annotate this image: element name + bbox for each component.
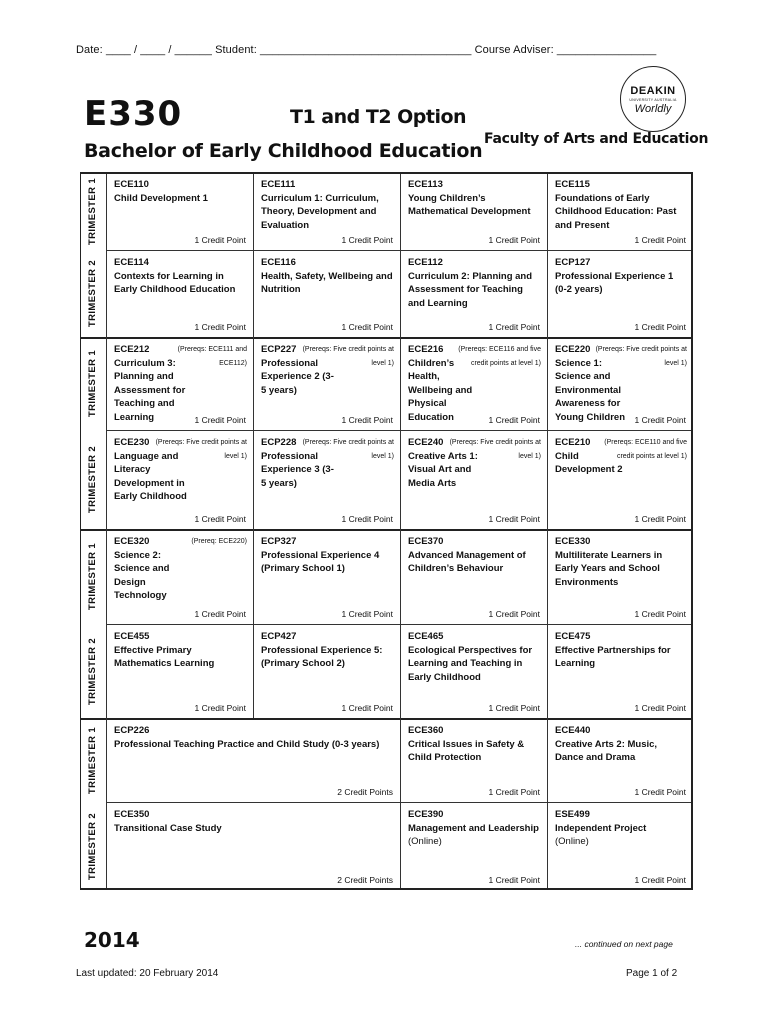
course-title: Contexts for Learning in Early Childhood Education bbox=[114, 270, 236, 295]
course-cell bbox=[547, 624, 693, 718]
deakin-logo bbox=[620, 66, 686, 132]
degree-title: Bachelor of Early Childhood Education bbox=[84, 140, 483, 162]
credit-points: 1 Credit Point bbox=[194, 414, 246, 425]
course-cell bbox=[547, 172, 693, 250]
trimester-label: TRIMESTER 2 bbox=[87, 445, 99, 514]
course-title: Professional Experience 5: (Primary School 2) bbox=[261, 644, 383, 669]
trimester-label: TRIMESTER 1 bbox=[87, 542, 99, 611]
course-title: Science 1: Science and Environmental Awareness for Young Children bbox=[555, 357, 626, 423]
course-cell bbox=[400, 172, 547, 250]
course-cell bbox=[106, 529, 253, 624]
course-title: Professional Teaching Practice and Child Study (0-3 years) bbox=[114, 738, 380, 750]
header-fields-line: Date: ____ / ____ / ______ Student: __________________________________ Course Adviser: ________________ bbox=[76, 44, 657, 56]
course-prereq: (Prereq: ECE220) bbox=[191, 538, 247, 545]
course-cell bbox=[400, 529, 547, 624]
credit-points: 1 Credit Point bbox=[194, 702, 246, 713]
course-code: ECE111 bbox=[261, 179, 296, 190]
course-title: Effective Partnerships for Learning bbox=[555, 644, 671, 669]
course-cell bbox=[400, 337, 547, 430]
course-title: Curriculum 2: Planning and Assessment for Teaching and Learning bbox=[408, 270, 533, 309]
course-code: ECP228 bbox=[261, 437, 297, 448]
credit-points: 1 Credit Point bbox=[488, 874, 540, 885]
credit-points: 1 Credit Point bbox=[341, 608, 393, 619]
course-cell bbox=[253, 529, 400, 624]
course-cell bbox=[253, 172, 400, 250]
credit-points: 1 Credit Point bbox=[194, 234, 246, 245]
credit-points: 1 Credit Point bbox=[341, 702, 393, 713]
course-title: Foundations of Early Childhood Education: Past and Present bbox=[555, 192, 677, 231]
course-code: ECE475 bbox=[555, 631, 591, 642]
course-cell bbox=[106, 172, 253, 250]
course-prereq: (Prereqs: ECE110 and five credit points at level 1) bbox=[604, 439, 687, 460]
course-prereq: (Prereqs: Five credit points at level 1) bbox=[302, 439, 394, 460]
trimester-label: TRIMESTER 2 bbox=[87, 637, 99, 705]
course-cell bbox=[547, 337, 693, 430]
credit-points: 1 Credit Point bbox=[194, 321, 246, 332]
course-prereq: (Prereqs: Five credit points at level 1) bbox=[595, 346, 687, 367]
course-cell bbox=[547, 430, 693, 529]
course-cell bbox=[106, 337, 253, 430]
credit-points: 1 Credit Point bbox=[634, 702, 686, 713]
course-delivery: (Online) bbox=[555, 836, 589, 847]
credit-points: 1 Credit Point bbox=[488, 234, 540, 245]
course-cell bbox=[400, 250, 547, 337]
credit-points: 1 Credit Point bbox=[634, 234, 686, 245]
credit-points: 1 Credit Point bbox=[194, 513, 246, 524]
course-cell bbox=[547, 529, 693, 624]
course-code: ESE499 bbox=[555, 809, 590, 820]
course-title: Health, Safety, Wellbeing and Nutrition bbox=[261, 270, 393, 295]
credit-points: 1 Credit Point bbox=[488, 786, 540, 797]
course-title: Multiliterate Learners in Early Years and School Environments bbox=[555, 549, 663, 588]
course-cell bbox=[106, 718, 400, 802]
faculty-name: Faculty of Arts and Education bbox=[484, 131, 709, 147]
course-code: ECE350 bbox=[114, 809, 150, 820]
course-cell bbox=[106, 250, 253, 337]
course-code: ECP327 bbox=[261, 536, 297, 547]
course-prereq: (Prereqs: Five credit points at level 1) bbox=[449, 439, 541, 460]
year-label: 2014 bbox=[84, 928, 140, 952]
credit-points: 1 Credit Point bbox=[634, 321, 686, 332]
course-cell bbox=[400, 718, 547, 802]
trimester-label: TRIMESTER 1 bbox=[87, 177, 99, 245]
course-cell bbox=[253, 337, 400, 430]
credit-points: 1 Credit Point bbox=[341, 321, 393, 332]
course-grid bbox=[80, 172, 693, 890]
course-code: ECE216 bbox=[408, 344, 444, 355]
course-title: Management and Leadership bbox=[408, 822, 539, 834]
logo-sub: UNIVERSITY AUSTRALIA bbox=[629, 98, 677, 102]
course-title: Science 2: Science and Design Technology bbox=[114, 549, 170, 601]
course-delivery: (Online) bbox=[408, 836, 442, 847]
course-title: Child Development 1 bbox=[114, 192, 208, 204]
course-title: Young Children’s Mathematical Development bbox=[408, 192, 531, 217]
course-code: ECP127 bbox=[555, 257, 591, 268]
credit-points: 1 Credit Point bbox=[488, 414, 540, 425]
course-title: Transitional Case Study bbox=[114, 822, 222, 834]
course-cell bbox=[400, 430, 547, 529]
trimester-label: TRIMESTER 1 bbox=[87, 349, 99, 418]
course-code: ECE212 bbox=[114, 344, 150, 355]
course-code: E330 bbox=[84, 94, 183, 134]
course-code: ECE112 bbox=[408, 257, 443, 268]
credit-points: 1 Credit Point bbox=[488, 702, 540, 713]
course-title: Creative Arts 1: Visual Art and Media Arts bbox=[408, 450, 478, 489]
course-title: Curriculum 3: Planning and Assessment for Teaching and Learning bbox=[114, 357, 186, 423]
course-cell bbox=[400, 802, 547, 890]
course-prereq: (Prereqs: Five credit points at level 1) bbox=[302, 346, 394, 367]
course-code: ECE320 bbox=[114, 536, 150, 547]
course-code: ECE113 bbox=[408, 179, 443, 190]
credit-points: 1 Credit Point bbox=[488, 513, 540, 524]
course-cell bbox=[106, 430, 253, 529]
course-code: ECE114 bbox=[114, 257, 149, 268]
credit-points: 2 Credit Points bbox=[337, 786, 393, 797]
course-title: Curriculum 1: Curriculum, Theory, Development and Evaluation bbox=[261, 192, 379, 231]
course-code: ECE455 bbox=[114, 631, 150, 642]
course-code: ECE330 bbox=[555, 536, 591, 547]
course-cell bbox=[253, 430, 400, 529]
credit-points: 1 Credit Point bbox=[341, 513, 393, 524]
course-title: Professional Experience 4 (Primary School 1) bbox=[261, 549, 380, 574]
course-title: Critical Issues in Safety & Child Protection bbox=[408, 738, 525, 763]
logo-tagline: Worldly bbox=[634, 103, 672, 115]
course-prereq: (Prereqs: Five credit points at level 1) bbox=[155, 439, 247, 460]
course-code: ECE440 bbox=[555, 725, 591, 736]
course-title: Professional Experience 3 (3-5 years) bbox=[261, 450, 334, 489]
trimester-label: TRIMESTER 2 bbox=[87, 259, 99, 328]
credit-points: 1 Credit Point bbox=[488, 321, 540, 332]
course-title: Independent Project bbox=[555, 822, 647, 834]
course-cell bbox=[106, 624, 253, 718]
course-code: ECE360 bbox=[408, 725, 444, 736]
credit-points: 1 Credit Point bbox=[341, 414, 393, 425]
course-code: ECE465 bbox=[408, 631, 444, 642]
credit-points: 2 Credit Points bbox=[337, 874, 393, 885]
credit-points: 1 Credit Point bbox=[634, 513, 686, 524]
course-code: ECE110 bbox=[114, 179, 149, 190]
credit-points: 1 Credit Point bbox=[634, 786, 686, 797]
course-prereq: (Prereqs: ECE111 and ECE112) bbox=[177, 346, 247, 367]
course-cell bbox=[547, 718, 693, 802]
course-cell bbox=[547, 802, 693, 890]
credit-points: 1 Credit Point bbox=[194, 608, 246, 619]
logo-name: DEAKIN bbox=[630, 85, 676, 97]
course-cell bbox=[253, 624, 400, 718]
course-code: ECE390 bbox=[408, 809, 444, 820]
course-code: ECP427 bbox=[261, 631, 297, 642]
course-cell bbox=[547, 250, 693, 337]
page-number: Page 1 of 2 bbox=[626, 968, 678, 979]
course-title: Children’s Health, Wellbeing and Physical Education bbox=[408, 357, 473, 423]
course-cell bbox=[400, 624, 547, 718]
course-title: Advanced Management of Children’s Behaviour bbox=[408, 549, 526, 574]
course-code: ECE370 bbox=[408, 536, 444, 547]
course-code: ECE230 bbox=[114, 437, 150, 448]
course-code: ECP226 bbox=[114, 725, 150, 736]
last-updated: Last updated: 20 February 2014 bbox=[76, 968, 219, 979]
course-code: ECE116 bbox=[261, 257, 296, 268]
course-code: ECE220 bbox=[555, 344, 591, 355]
course-code: ECE210 bbox=[555, 437, 591, 448]
course-prereq: (Prereqs: ECE116 and five credit points at level 1) bbox=[458, 346, 541, 367]
credit-points: 1 Credit Point bbox=[634, 608, 686, 619]
course-title: Child Development 2 bbox=[555, 450, 623, 475]
credit-points: 1 Credit Point bbox=[341, 234, 393, 245]
option-title: T1 and T2 Option bbox=[290, 106, 467, 128]
course-title: Language and Literacy Development in Early Childhood bbox=[114, 450, 187, 502]
credit-points: 1 Credit Point bbox=[488, 608, 540, 619]
course-title: Creative Arts 2: Music, Dance and Drama bbox=[555, 738, 658, 763]
credit-points: 1 Credit Point bbox=[634, 874, 686, 885]
course-code: ECP227 bbox=[261, 344, 297, 355]
course-cell bbox=[106, 802, 400, 890]
credit-points: 1 Credit Point bbox=[634, 414, 686, 425]
course-cell bbox=[253, 250, 400, 337]
course-title: Professional Experience 1 (0-2 years) bbox=[555, 270, 674, 295]
course-code: ECE240 bbox=[408, 437, 444, 448]
course-title: Professional Experience 2 (3-5 years) bbox=[261, 357, 334, 396]
trimester-label: TRIMESTER 2 bbox=[87, 812, 99, 880]
course-code: ECE115 bbox=[555, 179, 590, 190]
course-title: Ecological Perspectives for Learning and Teaching in Early Childhood bbox=[408, 644, 533, 683]
trimester-label: TRIMESTER 1 bbox=[87, 726, 99, 794]
course-title: Effective Primary Mathematics Learning bbox=[114, 644, 215, 669]
continued-note: ... continued on next page bbox=[575, 939, 673, 949]
